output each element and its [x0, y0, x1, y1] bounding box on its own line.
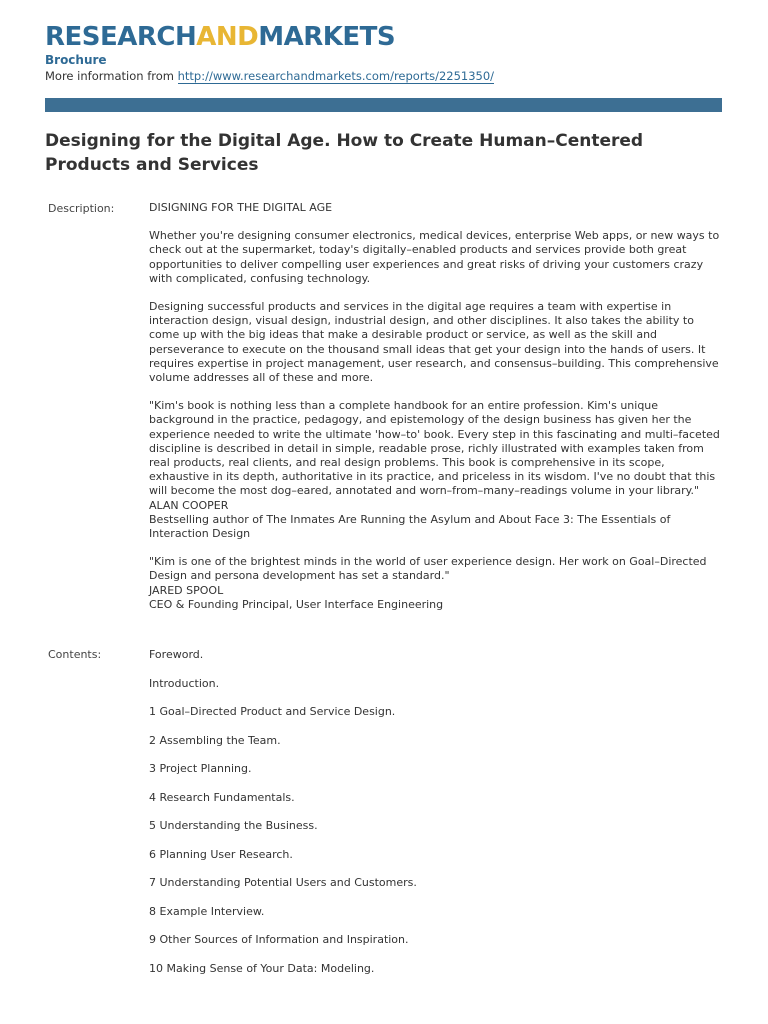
list-item: 3 Project Planning. [149, 762, 252, 775]
list-item: 5 Understanding the Business. [149, 819, 318, 832]
quote-2-role: CEO & Founding Principal, User Interface Engineering [149, 597, 444, 611]
header-divider-bar [45, 98, 722, 112]
list-item: 6 Planning User Research. [149, 847, 293, 861]
more-info-label: More information from [45, 69, 174, 83]
page-title: Designing for the Digital Age. How to Create Human–Centered Products and Services [45, 131, 644, 175]
report-link[interactable]: http://www.researchandmarkets.com/reports/2251350/ [177, 69, 495, 83]
list-item: 1 Goal–Directed Product and Service Design. [149, 705, 396, 718]
list-item: 10 Making Sense of Your Data: Modeling. [149, 961, 375, 975]
list-item: 4 Research Fundamentals. [149, 790, 295, 804]
list-item: Introduction. [149, 676, 220, 690]
logo-research: RESEARCH [45, 22, 197, 52]
quote-1-role: Bestselling author of The Inmates Are Running the Asylum and About Face 3: The Essentials of Interaction Design [149, 512, 671, 541]
quote-1: "Kim's book is nothing less than a complete handbook for an entire profession. Kim's unique background in the practice, pedagogy, and epistemology of the design business has given her the experience needed to write the ultimate 'how–to' book. Every step in this fascinating and multi–faceted discipline is described in detail in simple, readable prose, richly illustrated with examples taken from real products, real clients, and real design problems. This book is comprehensive in its scope, exhaustive in its depth, authoritative in its practice, and priceless in its wisdom. I've no doubt that this will become the most dog–eared, annotated and worn–from–many–readings volume in your library." [149, 399, 720, 498]
contents-label: Contents: [48, 648, 102, 661]
logo-and: AND [196, 22, 259, 52]
list-item: 8 Example Interview. [149, 904, 265, 918]
description-body [149, 201, 724, 612]
quote-2: "Kim is one of the brightest minds in the world of user experience design. Her work on Goal–Directed Design and persona development has set a standard." [149, 555, 707, 583]
researchandmarkets-logo[interactable] [45, 22, 395, 52]
description-label: Description: [48, 202, 115, 215]
list-item: 9 Other Sources of Information and Inspiration. [149, 933, 409, 946]
more-info-line [45, 69, 494, 83]
list-item: 7 Understanding Potential Users and Customers. [149, 876, 417, 889]
contents-list [149, 648, 417, 990]
description-heading: DISIGNING FOR THE DIGITAL AGE [149, 201, 333, 214]
list-item: 2 Assembling the Team. [149, 733, 281, 747]
list-item: Foreword. [149, 648, 204, 661]
quote-2-author: JARED SPOOL [149, 583, 224, 597]
description-paragraph-1: Whether you're designing consumer electronics, medical devices, enterprise Web apps, or new ways to check out at the supermarket, today's digitally–enabled products and services provide both great opportunities to deliver compelling user experiences and great risks of driving your customers crazy with complicated, confusing technology. [149, 229, 720, 285]
description-paragraph-2: Designing successful products and services in the digital age requires a team with expertise in interaction design, visual design, industrial design, and other disciplines. It also takes the ability to come up with the big ideas that make a desirable product or service, as well as the skill and perseverance to execute on the thousand small ideas that get your design into the hands of users. It requires expertise in project management, user research, and consensus–building. This comprehensive volume addresses all of these and more. [149, 300, 719, 385]
logo-markets: MARKETS [258, 22, 396, 52]
brochure-label: Brochure [45, 53, 107, 67]
quote-1-author: ALAN COOPER [149, 498, 229, 512]
